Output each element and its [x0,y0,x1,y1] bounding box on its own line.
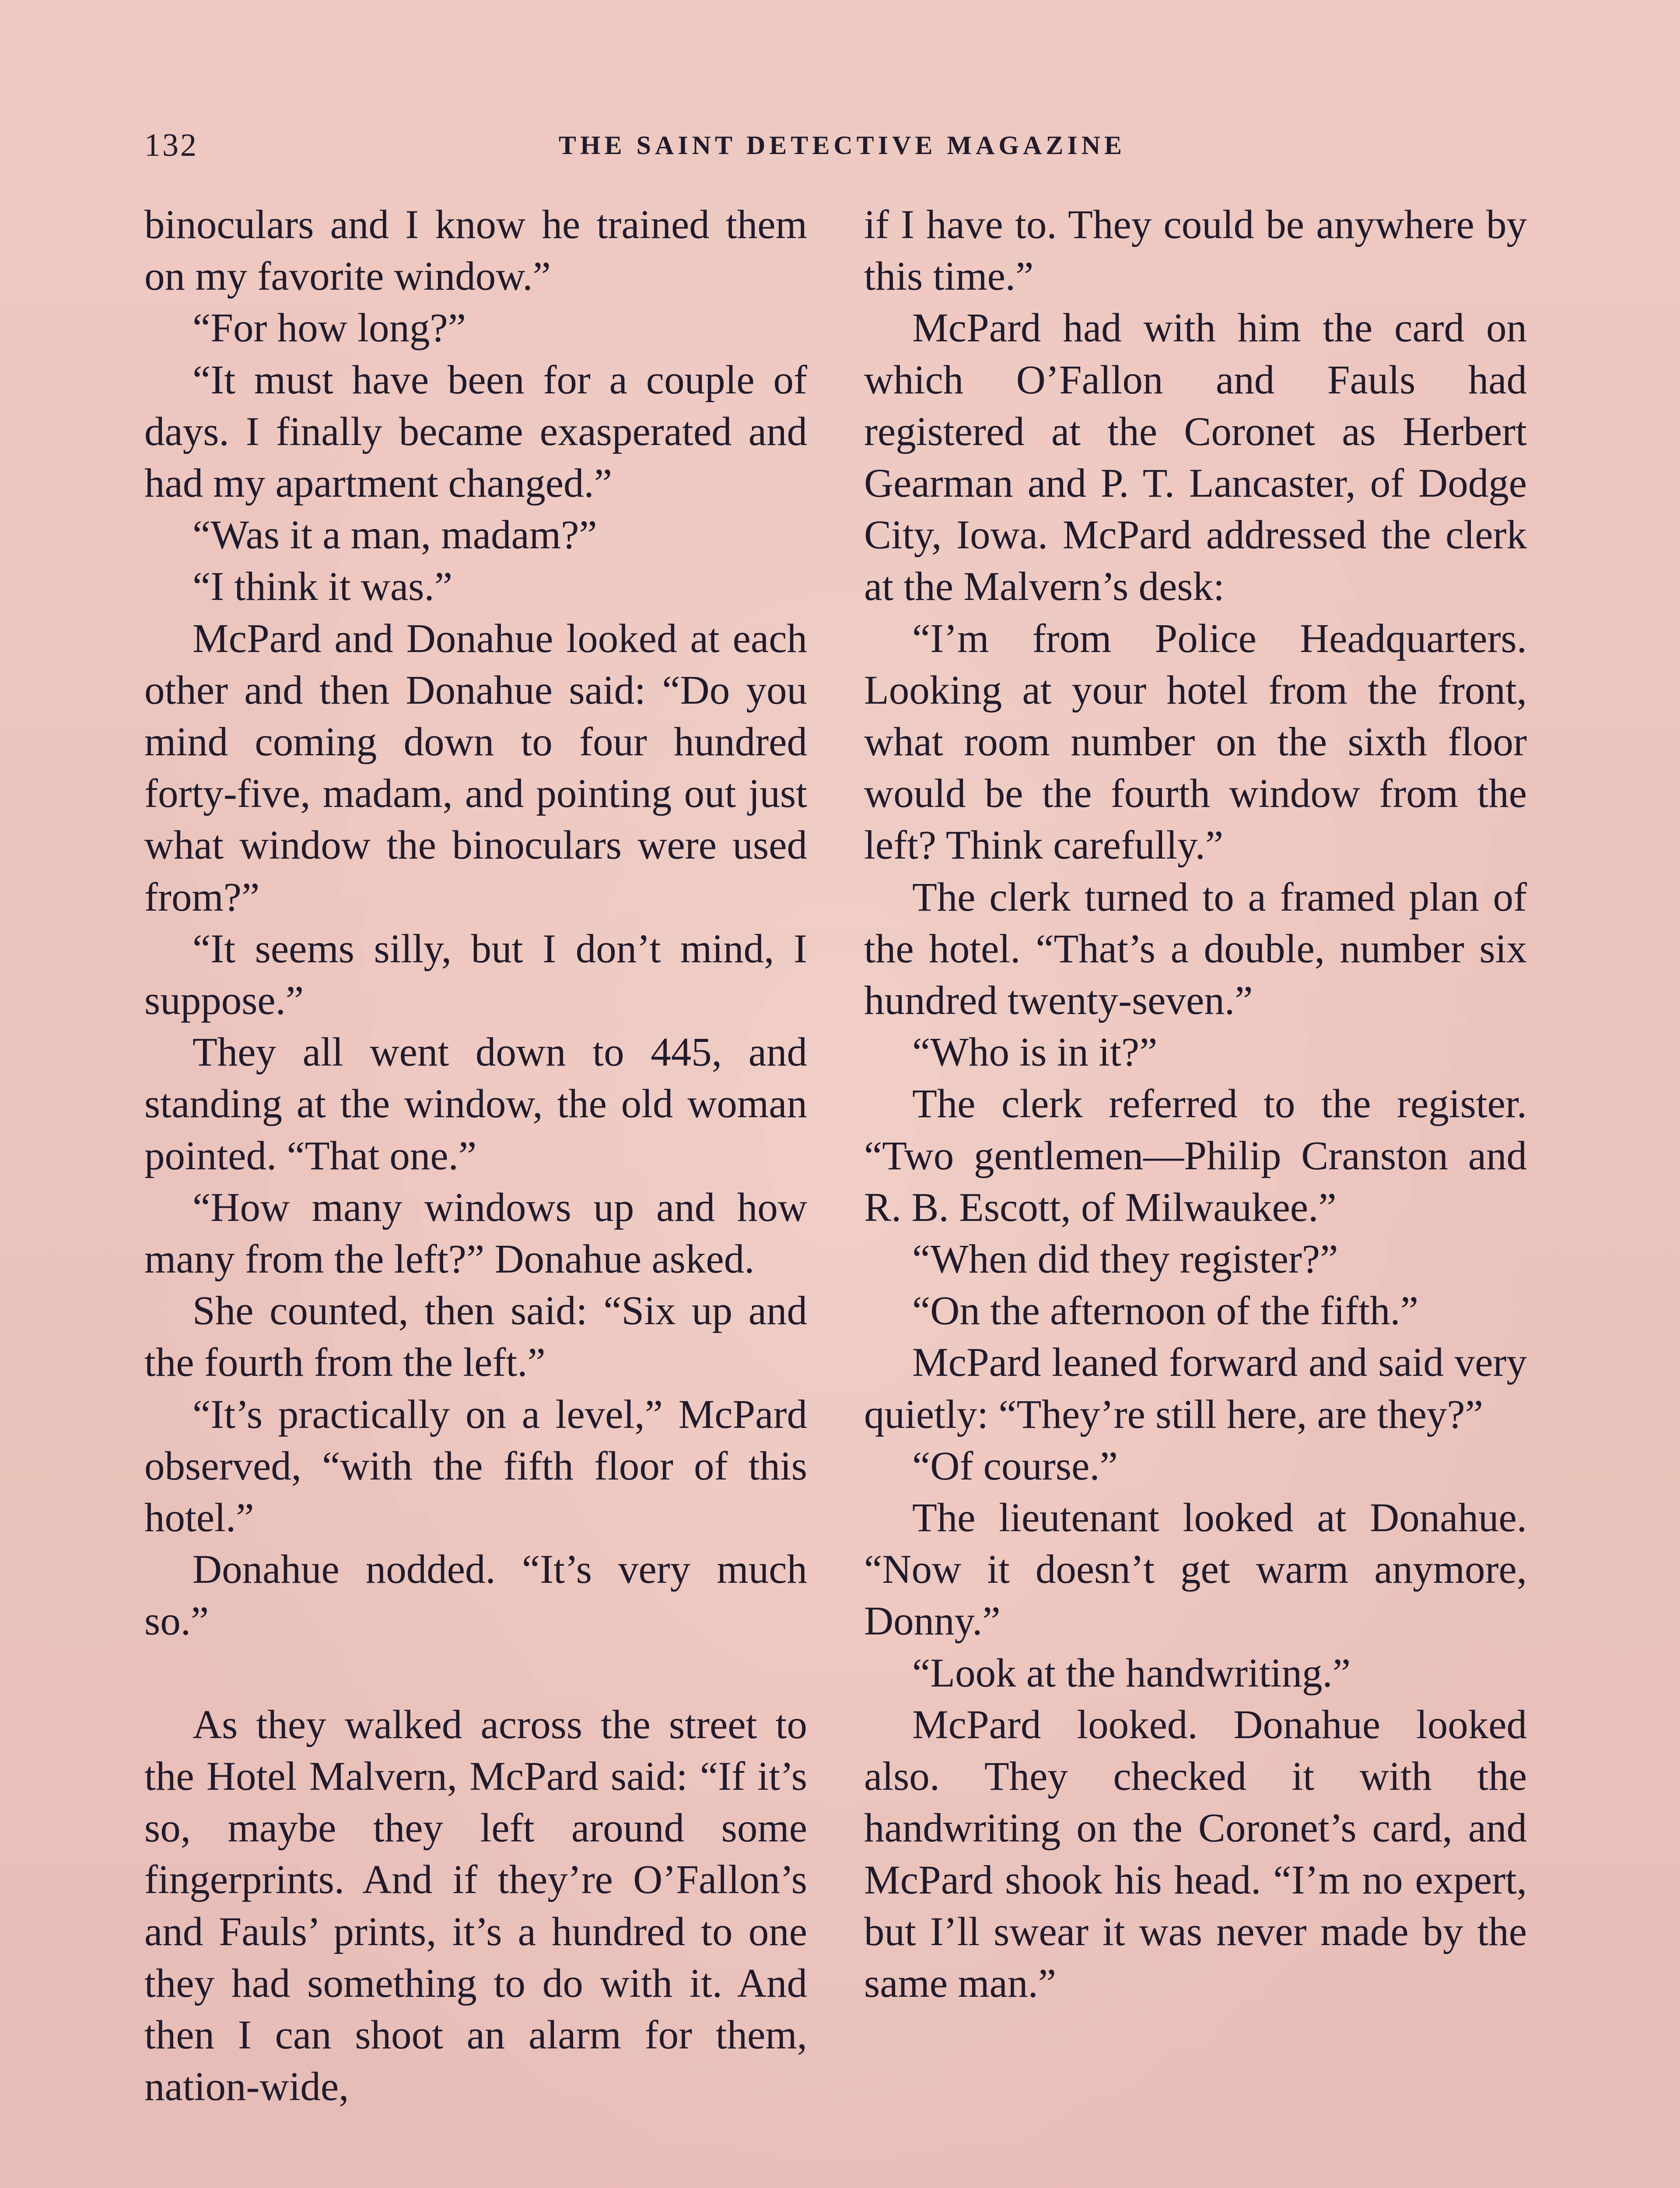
paragraph: “For how long?” [192,305,466,351]
paragraph: The clerk referred to the register. “Two gentlemen—Philip Cranston and R. B. Escott, of Milwaukee.” [864,1081,1527,1230]
paragraph: if I have to. They could be anywhere by this time.” [864,202,1527,299]
running-head [144,127,1540,175]
paragraph: Donahue nodded. “It’s very much so.” [144,1547,807,1644]
paragraph: The lieutenant looked at Donahue. “Now it doesn’t get warm anymore, Donny.” [864,1495,1527,1644]
paragraph: “I think it was.” [192,564,453,610]
paragraph: “On the afternoon of the fifth.” [912,1288,1418,1334]
magazine-title: THE SAINT DETECTIVE MAGAZINE [558,131,1126,160]
paragraph: As they walked across the street to the Hotel Malvern, McPard said: “If it’s so, maybe they left around some fingerprints. And if they’re O’Fallon’s and Fauls’ prints, it’s a hundred to one they had something to do with it. And then I can shoot an alarm for them, nation-wide, [144,1702,807,2110]
paragraph: The clerk turned to a framed plan of the hotel. “That’s a double, number six hundred twenty-seven.” [864,874,1527,1024]
right-text-column [864,199,1527,2009]
paragraph: McPard had with him the card on which O’Fallon and Fauls had registered at the Coronet as Herbert Gearman and P. T. Lancaster, of Dodge City, Iowa. McPard addressed the clerk at the Malvern’s desk: [864,305,1527,610]
paragraph: “It seems silly, but I don’t mind, I suppose.” [144,926,807,1024]
page-number: 132 [144,127,198,163]
paragraph: “It must have been for a couple of days. I finally became exasperated and had my apartment changed.” [144,357,807,506]
paragraph: “It’s practically on a level,” McPard observed, “with the fifth floor of this hotel.” [144,1392,807,1541]
paragraph: She counted, then said: “Six up and the fourth from the left.” [144,1288,807,1385]
left-text-column [144,199,807,2113]
paragraph: “I’m from Police Headquarters. Looking at your hotel from the front, what room number on the sixth floor would be the fourth window from the left? Think carefully.” [864,616,1527,868]
paragraph: binoculars and I know he trained them on my favorite window.” [144,202,807,299]
paragraph: McPard and Donahue looked at each other and then Donahue said: “Do you mind coming down to four hundred forty-five, madam, and pointing out just what window the binoculars were used from?” [144,616,807,920]
paragraph: “Of course.” [912,1443,1118,1489]
paragraph: “Was it a man, madam?” [192,512,597,558]
paragraph: “When did they register?” [912,1237,1338,1282]
paragraph: “How many windows up and how many from the left?” Donahue asked. [144,1185,807,1282]
paragraph: McPard looked. Donahue looked also. They checked it with the handwriting on the Coronet’s card, and McPard shook his head. “I’m no expert, but I’ll swear it was never made by the same man.” [864,1702,1527,2006]
paragraph: “Look at the handwriting.” [912,1650,1351,1696]
paragraph: “Who is in it?” [912,1030,1158,1075]
paragraph: They all went down to 445, and standing at the window, the old woman pointed. “That one.” [144,1030,807,1178]
paragraph: McPard leaned forward and said very quietly: “They’re still here, are they?” [864,1340,1527,1437]
